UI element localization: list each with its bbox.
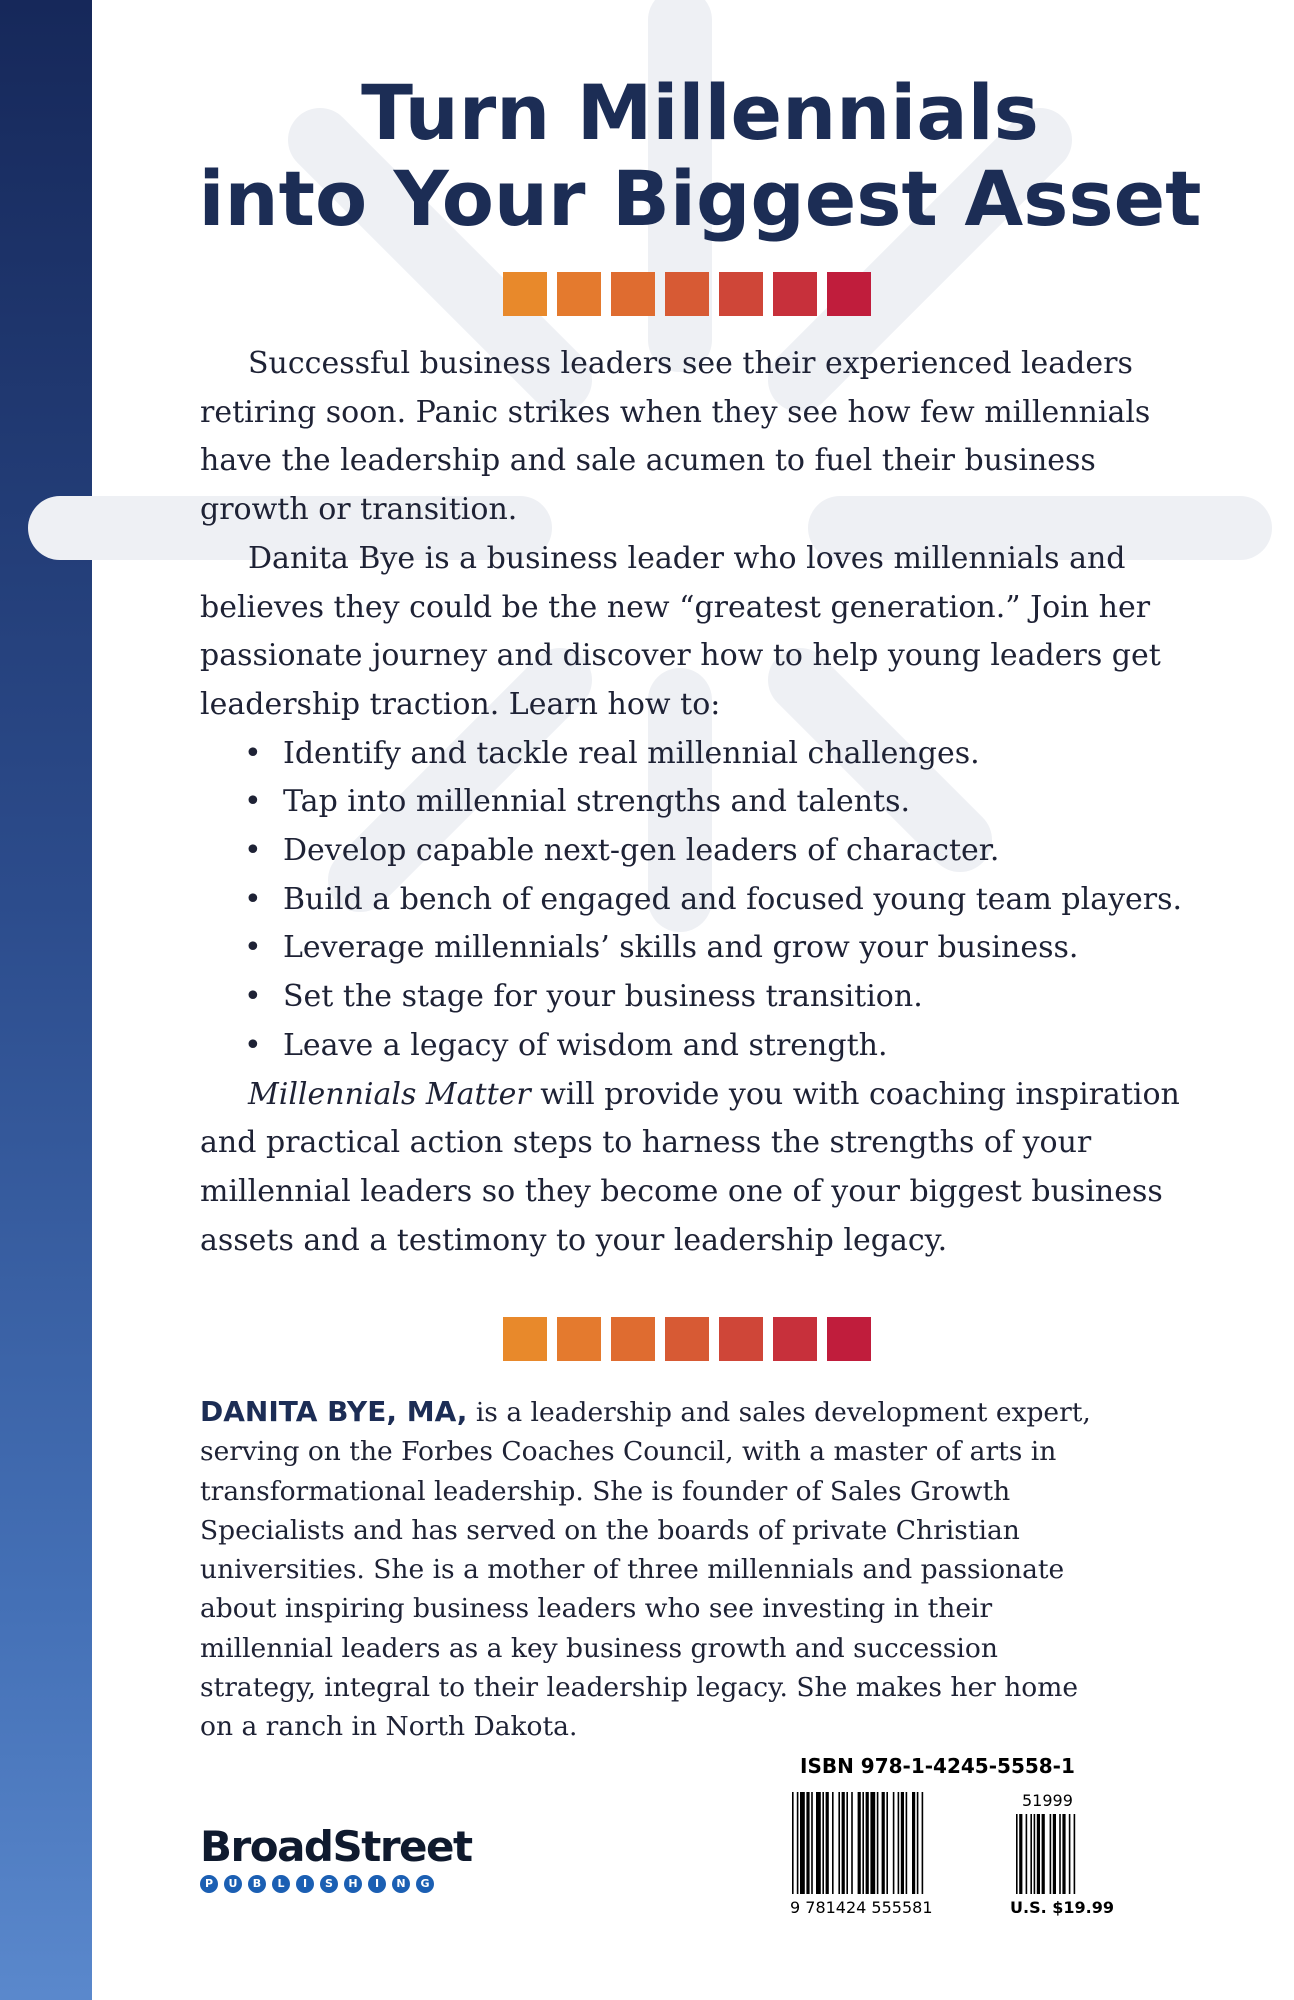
- color-squares-top: [503, 272, 871, 316]
- bullet-icon: •: [244, 1027, 262, 1063]
- color-square: [773, 272, 817, 316]
- color-square: [503, 1317, 547, 1361]
- publisher-subtitle: P U B L I S H I N G: [200, 1875, 472, 1893]
- bullet-icon: •: [244, 930, 262, 966]
- color-square: [719, 1317, 763, 1361]
- list-item: • Tap into millennial strengths and talents.: [200, 778, 1200, 827]
- price-label: U.S. $19.99: [1010, 1898, 1114, 1917]
- list-item: • Build a bench of engaged and focused young team players.: [200, 876, 1200, 925]
- list-item: • Leverage millennials’ skills and grow your business.: [200, 924, 1200, 973]
- author-name: DANITA BYE, MA,: [200, 1395, 468, 1428]
- bullet-icon: •: [244, 735, 262, 771]
- color-square: [827, 1317, 871, 1361]
- price-code: 51999: [1022, 1791, 1073, 1810]
- color-square: [665, 1317, 709, 1361]
- book-title: [160, 70, 1240, 242]
- blurb-paragraph-1: Successful business leaders see their experienced leaders retiring soon. Panic strikes when they see how few millennials have the leadership and sale acumen to fuel their business growth or transition.: [200, 346, 1151, 528]
- bullet-icon: •: [244, 979, 262, 1015]
- color-square: [611, 1317, 655, 1361]
- publisher-logo: [200, 1823, 472, 1893]
- color-square: [719, 272, 763, 316]
- color-squares-bottom: [503, 1317, 871, 1361]
- bullet-icon: •: [244, 881, 262, 917]
- barcode-number: 9 781424 555581: [790, 1898, 933, 1917]
- color-square: [827, 272, 871, 316]
- list-item: • Set the stage for your business transition.: [200, 973, 1200, 1022]
- color-square: [665, 272, 709, 316]
- barcode-icon: [780, 1788, 1120, 1918]
- color-square: [557, 272, 601, 316]
- color-square: [611, 272, 655, 316]
- title-line-2: into Your Biggest Asset: [198, 154, 1202, 243]
- spine-stripe: [0, 0, 92, 2000]
- blurb-paragraph-2: Danita Bye is a business leader who loves millennials and believes they could be the new “greatest generation.” Join her passionate journey and discover how to help young leaders get leadership traction. Learn how to:: [200, 540, 1161, 722]
- list-item: • Identify and tackle real millennial challenges.: [200, 730, 1200, 779]
- book-name-italic: Millennials Matter: [248, 1076, 531, 1112]
- list-item: • Leave a legacy of wisdom and strength.: [200, 1022, 1200, 1071]
- blurb-closing: [200, 1071, 1200, 1266]
- isbn-label: ISBN 978-1-4245-5558-1: [800, 1754, 1075, 1778]
- title-line-1: Turn Millennials: [361, 68, 1039, 157]
- color-square: [773, 1317, 817, 1361]
- benefit-list: [200, 730, 1200, 1071]
- bullet-icon: •: [244, 784, 262, 820]
- publisher-name: BroadStreet: [200, 1822, 472, 1871]
- color-square: [557, 1317, 601, 1361]
- author-bio: [200, 1392, 1100, 1747]
- bullet-icon: •: [244, 833, 262, 869]
- blurb: [200, 340, 1200, 1265]
- color-square: [503, 272, 547, 316]
- list-item: • Develop capable next-gen leaders of character.: [200, 827, 1200, 876]
- blurb-closing-text: will provide you with coaching inspiration and practical action steps to harness the strengths of your millennial leaders so they become one of your biggest business assets and a testimony to your leadership legacy.: [200, 1076, 1180, 1258]
- author-bio-text: is a leadership and sales development expert, serving on the Forbes Coaches Council, with a master of arts in transformational leadership. She is founder of Sales Growth Specialists and has served on the boards of private Christian universities. She is a mother of three millennials and passionate about inspiring business leaders who see investing in their millennial leaders as a key business growth and succession strategy, integral to their leadership legacy. She makes her home on a ranch in North Dakota.: [200, 1397, 1091, 1743]
